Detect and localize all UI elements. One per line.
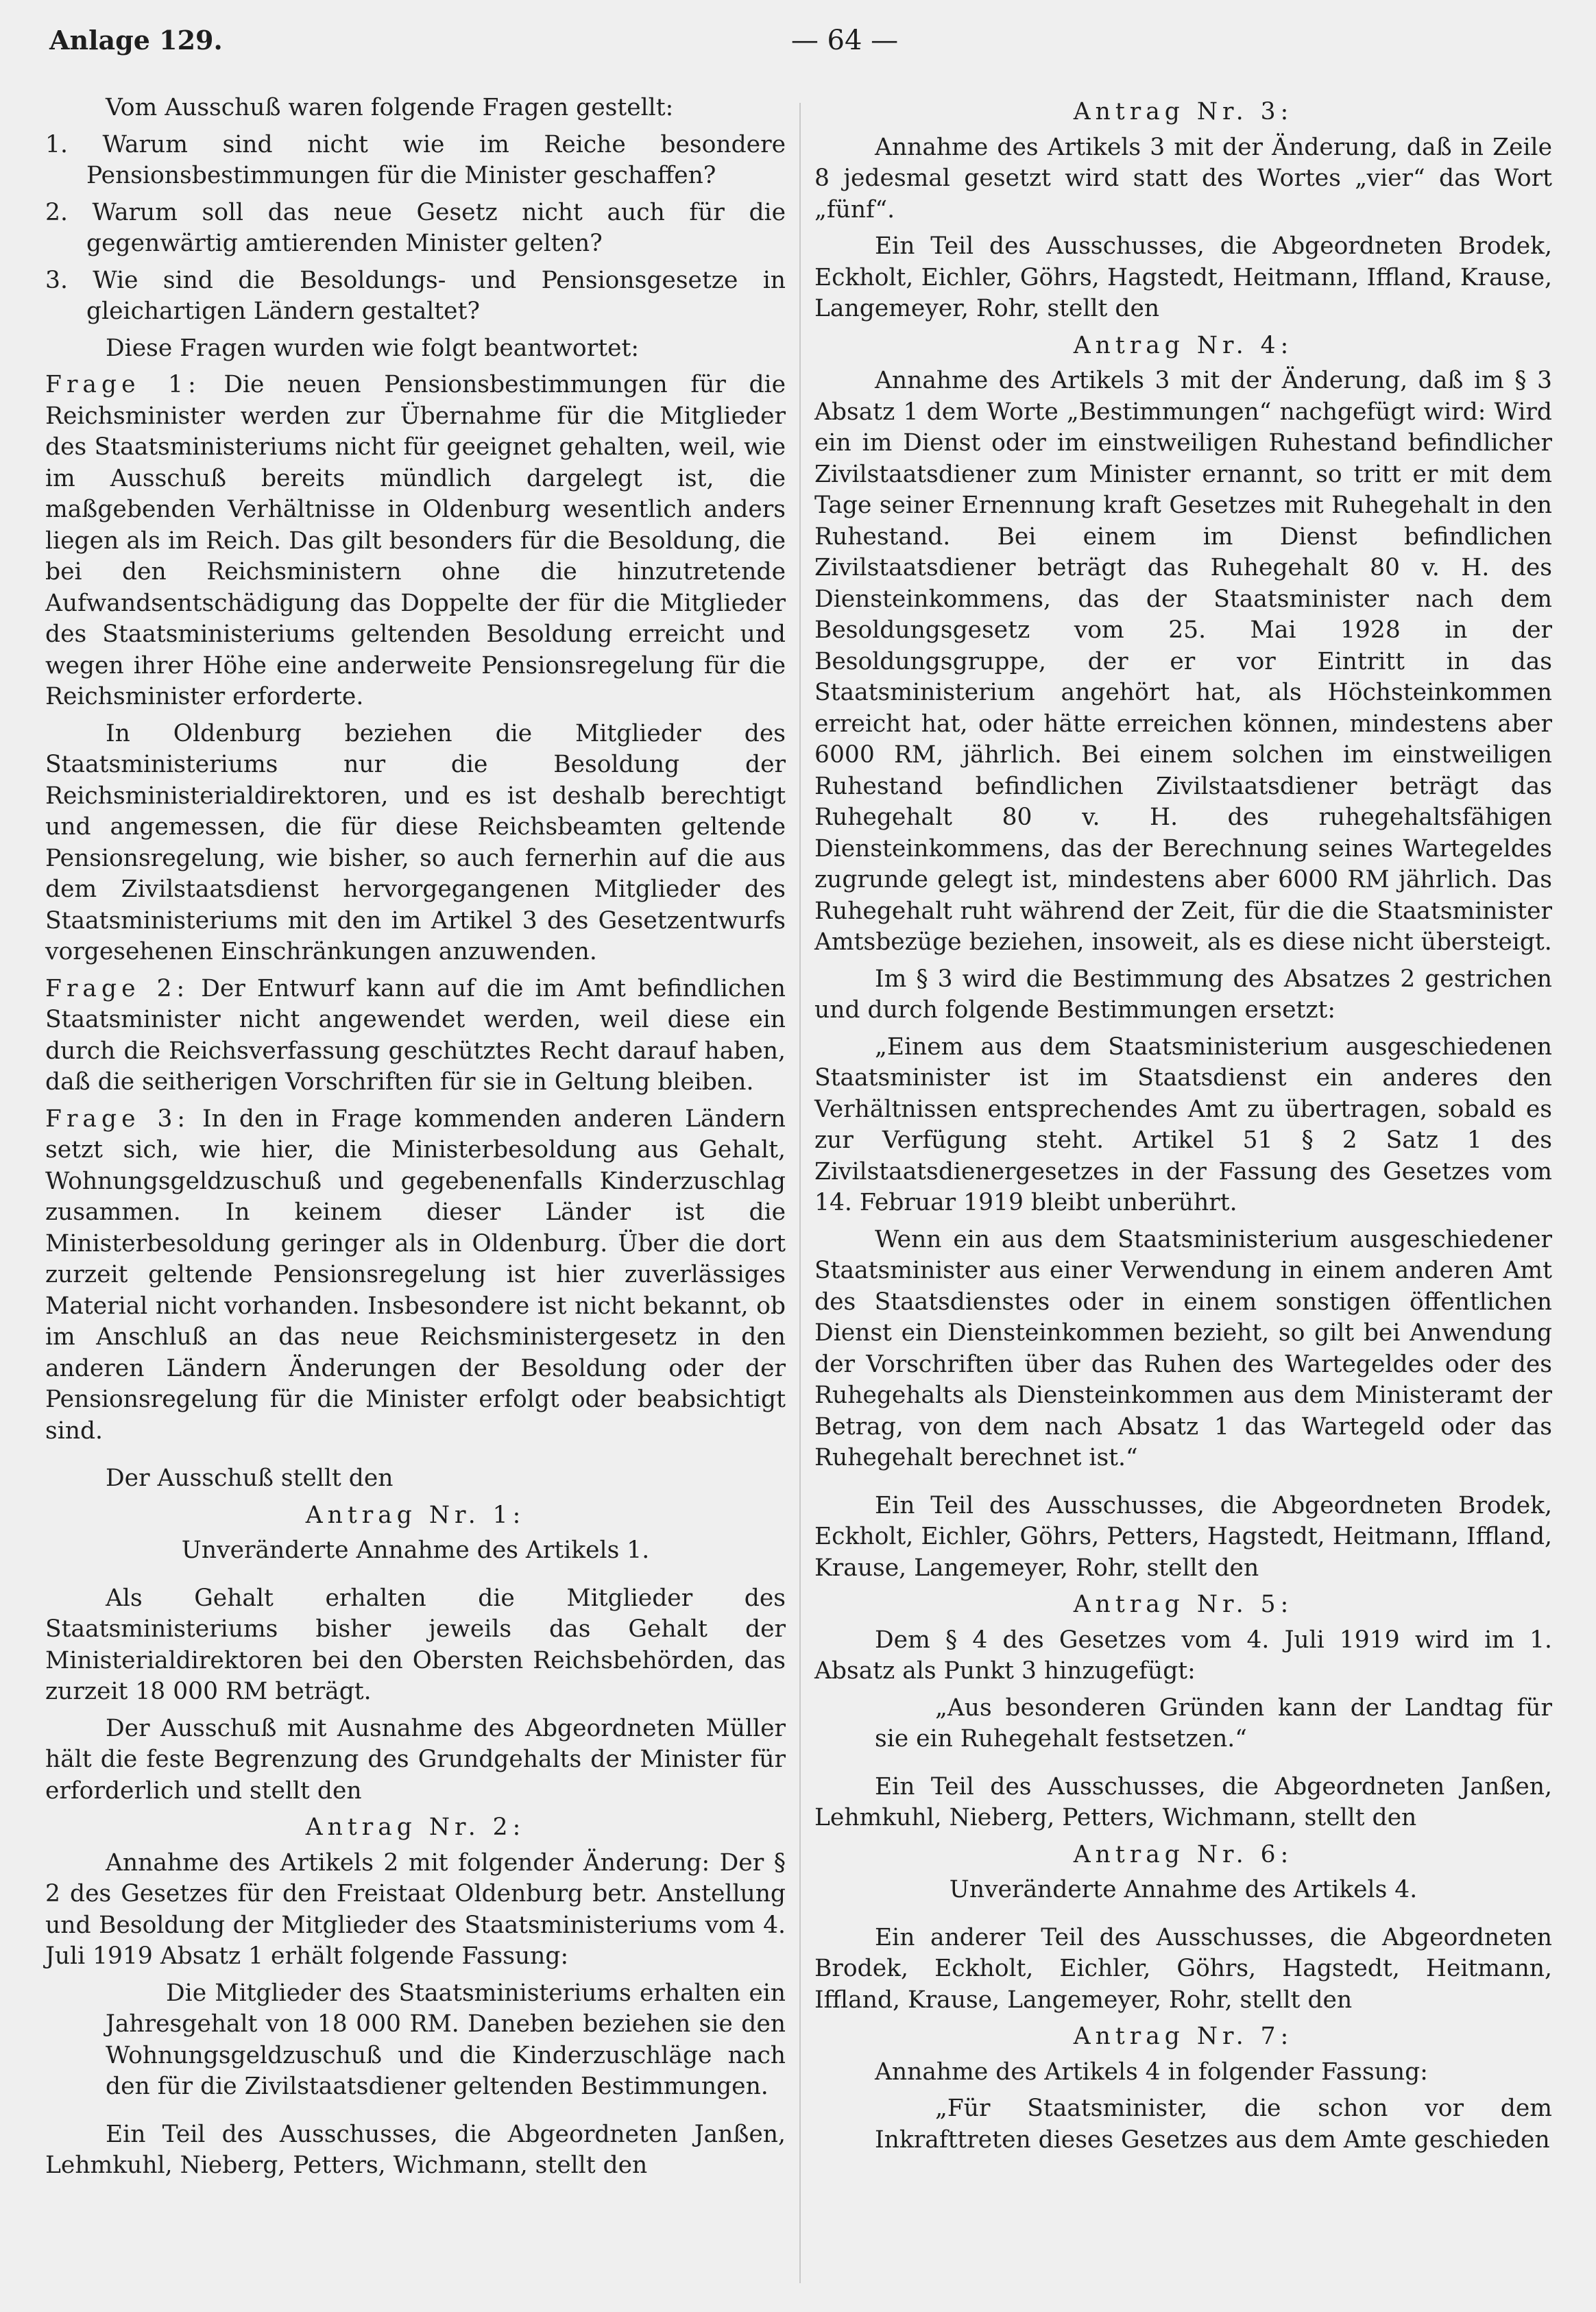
questions-intro: Vom Ausschuß waren folgende Fragen gestellt: [106, 94, 674, 121]
absatz-2-paragraph: Im § 3 wird die Bestimmung des Absatzes 2 gestrichen und durch folgende Bestimmungen ersetzt: [814, 965, 1552, 1024]
answer-3-label: Frage 3: [45, 1105, 191, 1133]
question-2: 2. Warum soll das neue Gesetz nicht auch für die gegenwärtig amtierenden Minister gelten? [45, 198, 786, 257]
antrag-7-text: Annahme des Artikels 4 in folgender Fassung: [875, 2058, 1428, 2086]
antrag-5-heading: Antrag Nr. 5: [1073, 1591, 1294, 1618]
answer-2 [45, 974, 786, 1098]
antrag-7-quote: „Für Staatsminister, die schon vor dem Inkrafttreten dieses Gesetzes aus dem Amte geschieden [875, 2095, 1552, 2154]
antrag-6-text: Unveränderte Annahme des Artikels 4. [949, 1876, 1418, 1903]
annex-label: Anlage 129. [49, 25, 223, 56]
antrag-2-text: Annahme des Artikels 2 mit folgender Änderung: Der § 2 des Gesetzes für den Freistaat Oldenburg betr. Anstellung und Besoldung der Mitglieder des Staatsministeriums vom 4. Juli 1919 Absatz 1 erhält folgende Fassung: [45, 1849, 786, 1970]
answer-1 [45, 370, 786, 713]
quote-2: Wenn ein aus dem Staatsministerium ausgeschiedener Staatsminister aus einer Verwendung in einem anderen Amt des Staatsdienstes oder in einem sonstigen öffentlichen Dienst ein Diensteinkommen bezieht, so gilt bei Anwendung der Vorschriften über das Ruhen des Wartegeldes oder des Ruhegehalts als Diensteinkommen aus dem Ministeramt der Betrag, von dem nach Absatz 1 das Wartegeld oder das Ruhegehalt berechnet ist.“ [814, 1225, 1552, 1471]
antrag-7-heading: Antrag Nr. 7: [1073, 2023, 1294, 2050]
committee-part-4: Ein anderer Teil des Ausschusses, die Abgeordneten Brodek, Eckholt, Eichler, Göhrs, Hagstedt, Heitmann, Iffland, Krause, Langemeyer, Rohr, stellt den [814, 1923, 1552, 2014]
antrag-3-heading: Antrag Nr. 3: [1073, 98, 1294, 125]
answer-3 [45, 1104, 786, 1447]
left-column [45, 93, 786, 2287]
antrag-2-quote: Die Mitglieder des Staatsministeriums erhalten ein Jahresgehalt von 18 000 RM. Daneben beziehen sie den Wohnungsgeldzuschuß und die Kinderzuschläge nach den für die Zivilstaatsdiener geltenden Bestimmungen. [106, 1979, 786, 2100]
antrag-5-text: Dem § 4 des Gesetzes vom 4. Juli 1919 wird im 1. Absatz als Punkt 3 hinzugefügt: [814, 1626, 1552, 1685]
answer-3-text: In den in Frage kommenden anderen Ländern setzt sich, wie hier, die Ministerbesoldung aus Gehalt, Wohnungsgeldzuschuß und gegebenenfalls Kinderzuschlag zusammen. In keinem dieser Länder ist die Ministerbesoldung geringer als in Oldenburg. Über die dort zurzeit geltende Pensionsregelung ist hier zuverlässiges Material nicht vorhanden. Insbesondere ist nicht bekannt, ob im Anschluß an das neue Reichsministergesetz in den anderen Ländern Änderungen der Besoldung oder der Pensionsregelung für die Minister erfolgt oder beabsichtigt sind. [45, 1105, 786, 1445]
antrag-5-quote: „Aus besonderen Gründen kann der Landtag für sie ein Ruhegehalt festsetzen.“ [875, 1694, 1552, 1753]
salary-paragraph: Als Gehalt erhalten die Mitglieder des Staatsministeriums bisher jeweils das Gehalt der Ministerialdirektoren bei den Obersten Reichsbehörden, das zurzeit 18 000 RM beträgt. [45, 1584, 786, 1705]
committee-part-paragraph: Ein Teil des Ausschusses, die Abgeordneten Janßen, Lehmkuhl, Nieberg, Petters, Wichmann, stellt den [45, 2120, 786, 2179]
antrag-6-heading: Antrag Nr. 6: [1073, 1840, 1294, 1868]
right-column [814, 93, 1552, 2287]
answers-intro: Diese Fragen wurden wie folgt beantwortet: [106, 334, 639, 362]
mueller-paragraph: Der Ausschuß mit Ausnahme des Abgeordneten Müller hält die feste Begrenzung des Grundgehalts der Minister für erforderlich und stellt den [45, 1714, 786, 1805]
antrag-1-text: Unveränderte Annahme des Artikels 1. [181, 1537, 650, 1564]
answer-1-text: Die neuen Pensionsbestimmungen für die Reichsminister werden zur Übernahme für die Mitglieder des Staatsministeriums nicht für geeignet gehalten, weil, wie im Ausschuß bereits mündlich dargelegt ist, die maßgebenden Verhältnisse in Oldenburg wesentlich anders liegen als im Reich. Das gilt besonders für die Besoldung, die bei den Reichsministern ohne die hinzutretende Aufwandsentschädigung das Doppelte der für die Mitglieder des Staatsministeriums geltenden Besoldung erreicht und wegen ihrer Höhe eine anderweite Pensionsregelung für die Reichsminister erforderte. [45, 371, 786, 710]
page-header [49, 25, 1544, 73]
committee-part-1: Ein Teil des Ausschusses, die Abgeordneten Brodek, Eckholt, Eichler, Göhrs, Hagstedt, Heitmann, Iffland, Krause, Langemeyer, Rohr, stellt den [814, 232, 1552, 322]
antrag-3-text: Annahme des Artikels 3 mit der Änderung, daß in Zeile 8 jedesmal gesetzt wird statt des Wortes „vier“ das Wort „fünf“. [814, 133, 1552, 224]
answer-2-text: Der Entwurf kann auf die im Amt befindlichen Staatsminister nicht angewendet werden, weil diese ein durch die Reichsverfassung geschütztes Recht darauf haben, daß die seitherigen Vorschriften für sie in Geltung bleiben. [45, 974, 786, 1096]
antrag-1-heading: Antrag Nr. 1: [305, 1501, 526, 1529]
question-1: 1. Warum sind nicht wie im Reiche besondere Pensionsbestimmungen für die Minister geschaffen? [45, 130, 786, 189]
answer-1-label: Frage 1: [45, 371, 201, 398]
committee-part-2: Ein Teil des Ausschusses, die Abgeordneten Brodek, Eckholt, Eichler, Göhrs, Petters, Hagstedt, Heitmann, Iffland, Krause, Langemeyer, Rohr, stellt den [814, 1491, 1552, 1582]
antrag-2-heading: Antrag Nr. 2: [305, 1814, 526, 1841]
question-3: 3. Wie sind die Besoldungs- und Pensionsgesetze in gleichartigen Ländern gestaltet? [45, 266, 786, 325]
answer-2-label: Frage 2: [45, 974, 190, 1002]
quote-1: „Einem aus dem Staatsministerium ausgeschiedenen Staatsminister ist im Staatsdienst ein anderes den Verhältnissen entsprechendes Amt zu übertragen, sobald es zur Verfügung steht. Artikel 51 § 2 Satz 1 des Zivilstaatsdienergesetzes in der Fassung des Gesetzes vom 14. Februar 1919 bleibt unberührt. [814, 1033, 1552, 1216]
column-divider [799, 103, 801, 2283]
page-number: — 64 — [790, 25, 899, 56]
antrag-4-text: Annahme des Artikels 3 mit der Änderung, daß im § 3 Absatz 1 dem Worte „Bestimmungen“ nachgefügt wird: Wird ein im Dienst oder im einstweiligen Ruhestand befindlicher Zivilstaatsdiener zum Minister ernannt, so tritt er mit dem Tage seiner Ernennung kraft Gesetzes mit Ruhegehalt in den Ruhestand. Bei einem im Dienst befindlichen Zivilstaatsdiener beträgt das Ruhegehalt 80 v. H. des Diensteinkommens, das der Staatsminister nach dem Besoldungsgesetz vom 25. Mai 1928 in der Besoldungsgruppe, der er vor Eintritt in das Staatsministerium angehört hat, als Höchsteinkommen erreicht hat, oder hätte erreichen können, mindestens aber 6000 RM, jährlich. Bei einem solchen im einstweiligen Ruhestand befindlichen Zivilstaatsdiener beträgt das Ruhegehalt 80 v. H. des ruhegehaltsfähigen Diensteinkommens, das der Berechnung seines Wartegeldes zugrunde gelegt ist, mindestens aber 6000 RM jährlich. Das Ruhegehalt ruht während der Zeit, für die die Staatsminister Amtsbezüge beziehen, insoweit, als es diese nicht übersteigt. [814, 367, 1552, 956]
committee-part-3: Ein Teil des Ausschusses, die Abgeordneten Janßen, Lehmkuhl, Nieberg, Petters, Wichmann, stellt den [814, 1772, 1552, 1831]
oldenburg-paragraph: In Oldenburg beziehen die Mitglieder des Staatsministeriums nur die Besoldung der Reichsministerialdirektoren, und es ist deshalb berechtigt und angemessen, die für diese Reichsbeamten geltende Pensionsregelung, wie bisher, so auch fernerhin auf die aus dem Zivilstaatsdienst hervorgegangenen Mitglieder des Staatsministeriums mit den im Artikel 3 des Gesetzentwurfs vorgesehenen Einschränkungen anzuwenden. [45, 719, 786, 965]
committee-statement: Der Ausschuß stellt den [106, 1465, 394, 1492]
antrag-4-heading: Antrag Nr. 4: [1073, 331, 1294, 359]
